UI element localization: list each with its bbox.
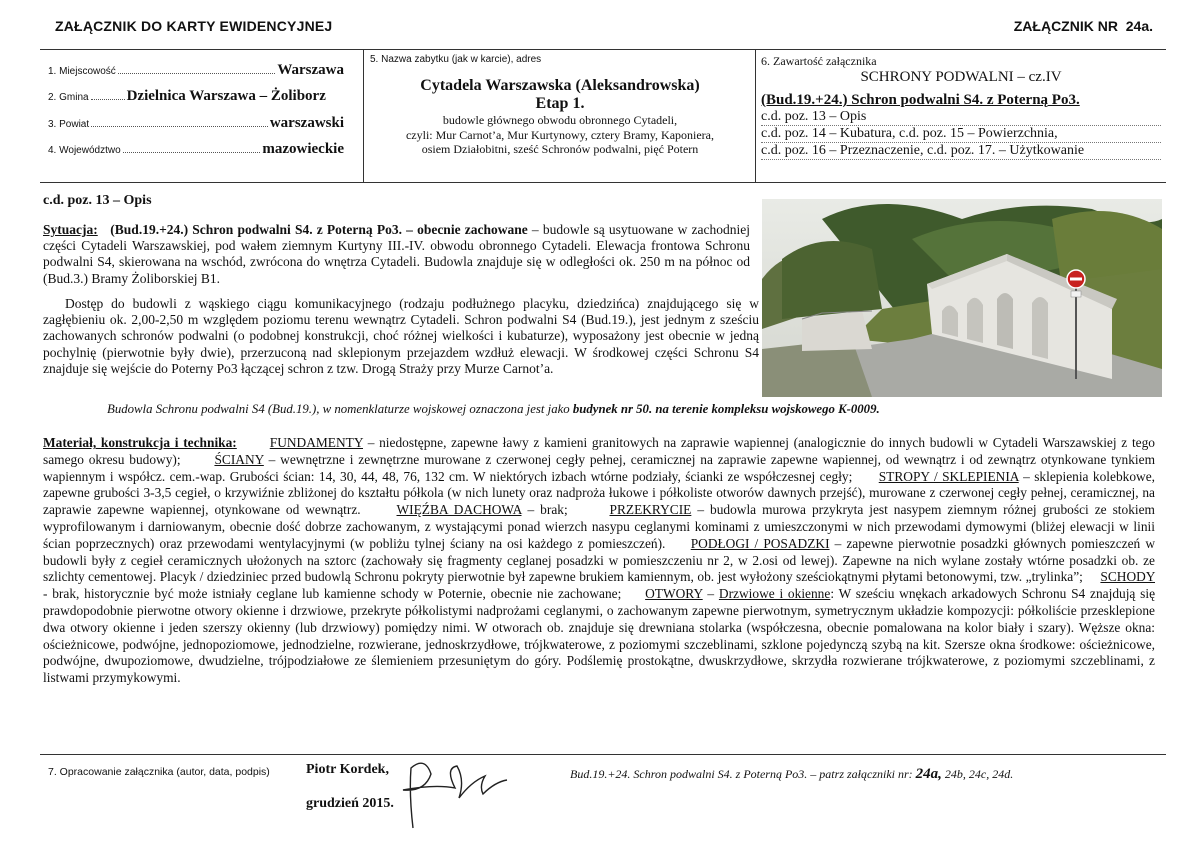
stropy-heading: STROPY / SKLEPIENIA xyxy=(878,468,1019,484)
situation-lead: (Bud.19.+24.) Schron podwalni S4. z Poterną Po3. – obecnie zachowane xyxy=(110,222,528,237)
footer-label: 7. Opracowanie załącznika (autor, data, podpis) xyxy=(48,766,270,778)
field-miejscowosc xyxy=(48,62,344,79)
attachment-number-value: 24a. xyxy=(1125,18,1153,34)
field-wojewodztwo xyxy=(48,141,344,158)
section-subheading: c.d. poz. 13 – Opis xyxy=(43,193,152,208)
situation-paragraph-2 xyxy=(43,296,759,377)
document-title: ZAŁĄCZNIK DO KARTY EWIDENCYJNEJ xyxy=(55,18,333,34)
field-powiat xyxy=(48,115,344,132)
shelter-photo-illustration xyxy=(762,199,1162,397)
signature-icon xyxy=(395,754,525,834)
wiezba-text: – brak; xyxy=(521,502,574,518)
contents-row: c.d. poz. 13 – Opis xyxy=(761,109,1161,126)
field-label: 2. Gmina xyxy=(48,92,89,103)
situation-label: Sytuacja: xyxy=(43,222,98,237)
field-label: 1. Miejscowość xyxy=(48,66,116,77)
material-label: Materiał, konstrukcja i technika: xyxy=(43,435,237,450)
otwory-text: : W sześciu wnękach arkadowych Schronu S4 znajdują się prawdopodobnie pierwotne otwory okienne i drzwiowe, przekryte półkolistymi nadprożami ceglanymi, o zachowanym zapewne pierwotnym, symetrycznym układzie kompozycji: półkoliście przesklepione dwa otwory okienne i jeden szerszy okienny (lub drzwiowy) pomiędzy nimi. W otworach ob. znajduje się drewniana stolarka (współczesna, obecnie pomalowana na kolor biały i szary). Węższe okna: ościeżnicowe, podwójne, jednopoziomowe, jednodzielne, rozwierane, jednoskrzydłowe, trójkwaterowe, z poziomymi szczeblinami, szklone pojedynczą szybą na kit. Szersze okna środkowe: ościeżnicowe, podwójne, dwupoziomowe, dwudzielne, trójpodziałowe ze ślemieniem przesuniętym do góry. Podślemię prostokątne, dwuskrzydłowe, skrzydła rozwierane trójkwaterowe, z poziomymi szczeblinami, z listwami przymykowymi. xyxy=(43,586,1156,686)
monument-desc-line: budowle głównego obwodu obronnego Cytadeli, xyxy=(442,113,678,127)
contents-row: c.d. poz. 14 – Kubatura, c.d. poz. 15 – Powierzchnia, xyxy=(761,126,1161,143)
footer-date: grudzień 2015. xyxy=(306,796,394,811)
material-section: Materiał, konstrukcja i technika: FUNDAMENTY – niedostępne, zapewne ławy z kamieni granitowych na zaprawie wapiennej (analogicznie do innych budowli w Cytadeli Warszawskiej z tego samego okresu budowy); ŚCIANY – wewnętrzne i zewnętrzne murowane z czerwonej cegły pełnej, ceramicznej na zaprawie zapewne wapiennej, od wewnątrz i od zewnątrz otynkowane tynkiem wapiennym i współcz. cem.-wap. Grubości ścian: 14, 30, 44, 48, 76, 132 cm. W niektórych izbach wtórne podziały, ścianki ze współczesnej cegły; STROPY / SKLEPIENIA – sklepienia kolebkowe, zapewne grubości 3-3,5 cegieł, o krzywiźnie zbliżonej do kształtu półkola (w nich lunety oraz nadproża łukowe i półkoliste otworów dawnych przejść), murowane z czerwonej cegły pełnej, ceramicznej, na zaprawie zapewne wapiennej, otynkowane od wewnątrz. WIĘŹBA DACHOWA – brak; PRZEKRYCIE – budowla murowa przykryta jest nasypem ziemnym różnej grubości ze stokiem wyprofilowanym i darniowanym, obecnie dość dobrze zachowanym, z wystającymi ponad wierzch nasypu ceglanymi kominami z umieszczonymi w nich przewodami dymowymi (bliżej elewacji w linii ścian poprzecznych) oraz przewodami wentylacyjnymi (w pobliżu tylnej ściany na osi każdego z pomieszczeń). PODŁOGI / POSADZKI – zapewne pierwotnie posadzki głównych pomieszczeń w budowli były z cegieł ceramicznych ułożonych na sztorc (zachowały się fragmenty ceglanej posadzki w pomieszczeniu nr 2, w 2.osi od lewej). Zapewne na nich wylane zostały wtórne posadzki ob. ze szlichty cementowej. Placyk / dziedziniec przed budowlą Schronu pokryty pierwotnie był zapewne brukiem kamiennym, ob. jest wyłożony sześciokątnymi płytami betonowymi, tzw. „trylinka”; SCHODY - brak, historycznie być może istniały ceglane lub kamienne schody w Poternie, obecnie nie zachowane; OTWORY – Drzwiowe i okienne: W sześciu wnękach arkadowych Schronu S4 znajdują się prawdopodobnie pierwotne otwory okienne i drzwiowe, przekryte półkolistymi nadprożami ceglanymi, o zachowanym zapewne pierwotnym, symetrycznym układzie kompozycji: półkoliście przesklepione dwa otwory okienne i jeden szerszy okienny (lub drzwiowy) pomiędzy nimi. W otworach ob. znajduje się drewniana stolarka (współczesna, obecnie pomalowana na kolor biały i szary). Węższe okna: ościeżnicowe, podwójne, jednopoziomowe, jednodzielne, rozwierane, jednoskrzydłowe, trójkwaterowe, z poziomymi szczeblinami, szklone pojedynczą szybą na kit. Szersze okna środkowe: ościeżnicowe, podwójne, dwupoziomowe, dwudzielne, trójpodziałowe ze ślemieniem przesuniętym do góry. Podślemię prostokątne, dwuskrzydłowe, skrzydła rozwierane trójkwaterowe, z poziomymi szczeblinami, z listwami przymykowymi. xyxy=(43,435,1156,686)
przekrycie-text: – budowla murowa przykryta jest nasypem ziemnym różnej grubości ze stokiem wyprofilowanym i darniowanym, obecnie dość dobrze zachowanym, z wystającymi ponad wierzch nasypu ceglanymi kominami z umieszczonymi w nich przewodami dymowymi (bliżej elewacji w linii ścian poprzecznych) oraz przewodami wentylacyjnymi (w pobliżu tylnej ściany na osi każdego z pomieszczeń). xyxy=(43,502,1155,551)
podlogi-heading: PODŁOGI / POSADZKI xyxy=(690,535,830,551)
building-note-bold: budynek nr 50. na terenie kompleksu wojskowego K-0009. xyxy=(572,402,880,416)
monument-desc-line: czyli: Mur Carnot’a, Mur Kurtynowy, cztery Bramy, Kaponiera, xyxy=(405,127,714,142)
footer-rule xyxy=(40,754,1166,755)
footer-author: Piotr Kordek, xyxy=(306,762,389,777)
stropy-text: – sklepienia kolebkowe, zapewne grubości 3-3,5 cegieł, o krzywiźnie zbliżonej do kształtu półkola (w nich lunety oraz nadproża łukowe i półkoliste otworów dawnych przejść), murowane z czerwonej cegły pełnej, ceramicznej, na zaprawie zapewne wapiennej, otynkowane od wewnątrz. xyxy=(43,468,1155,518)
attachment-label: ZAŁĄCZNIK NR xyxy=(1013,18,1118,34)
schody-heading: SCHODY xyxy=(1100,569,1155,585)
field-value: warszawski xyxy=(269,115,344,131)
info-block-rule xyxy=(40,182,1166,183)
footer-reference-main: 24a, xyxy=(915,766,942,782)
contents-row: c.d. poz. 16 – Przeznaczenie, c.d. poz. 17. – Użytkowanie xyxy=(761,143,1161,160)
field-label: 3. Powiat xyxy=(48,119,90,130)
attachment-number xyxy=(1014,18,1153,34)
monument-section xyxy=(370,54,750,157)
footer-reference-text: Bud.19.+24. Schron podwalni S4. z Poterną Po3. – patrz załączniki nr: xyxy=(570,767,913,781)
monument-title: Cytadela Warszawska (Aleksandrowska) xyxy=(420,77,700,94)
field-gmina xyxy=(48,88,344,105)
fundamenty-text: – niedostępne, zapewne ławy z kamieni granitowych na zaprawie wapiennej (analogicznie do innych budowli w Cytadeli Warszawskiej z tego samego okresu budowy); xyxy=(43,435,1156,467)
fundamenty-heading: FUNDAMENTY xyxy=(269,435,363,450)
situation-paragraph-1 xyxy=(43,222,750,287)
situation-text: – budowle są usytuowane w zachodniej części Cytadeli Warszawskiej, pod wałem ziemnym Kurtyny III.-IV. obwodu obronnego Cytadeli. Elewacja frontowa Schronu podwalni S4, skierowana na wschód, zwrócona do wnętrza Cytadeli. Budowla znajduje się w odległości ok. 250 m na północ od (Bud.3.) Bramy Żoliborskiej B1. xyxy=(43,222,750,286)
header-rule xyxy=(40,49,1166,50)
przekrycie-heading: PRZEKRYCIE xyxy=(609,502,692,518)
field-value: Dzielnica Warszawa – Żoliborz xyxy=(126,88,326,104)
monument-desc-line: osiem Działobitni, sześć Schronów podwalni, pięć Potern xyxy=(421,142,699,156)
monument-stage: Etap 1. xyxy=(535,95,585,112)
field-value: mazowieckie xyxy=(262,141,344,157)
otwory-subheading: Drzwiowe i okienne xyxy=(718,586,831,602)
wiezba-heading: WIĘŹBA DACHOWA xyxy=(396,502,522,518)
schody-text: - brak, historycznie być może istniały ceglane lub kamienne schody w Poternie, obecnie nie zachowane; xyxy=(43,586,627,602)
col-divider-2 xyxy=(755,49,756,182)
footer-reference xyxy=(570,766,1013,783)
building-note xyxy=(43,401,1153,417)
sciany-heading: ŚCIANY xyxy=(214,451,264,467)
podlogi-text: – zapewne pierwotnie posadzki głównych pomieszczeń w budowli były z cegieł ceramicznych ułożonych na sztorc (zachowały się fragmenty ceglanej posadzki w pomieszczeniu nr 2, w 2.osi od lewej). Zapewne na nich wylane zostały wtórne posadzki ob. ze szlichty cementowej. Placyk / dziedziniec przed budowlą Schronu pokryty pierwotnie był zapewne brukiem kamiennym, ob. jest wyłożony sześciokątnymi płytami betonowymi, tzw. „trylinka”; xyxy=(43,535,1155,585)
situation-text-2: Dostęp do budowli z wąskiego ciągu komunikacyjnego (rodzaju podłużnego placyku, dziedzińca) znajdującego się w zagłębieniu ok. 2,00-2,50 m względem poziomu terenu wewnątrz Cytadeli. Schron podwalni S4 (Bud.19.), jest jednym z sześciu zachowanych schronów podwalni (o podobnej konstrukcji, choć różnej wielkości i kubaturze), wyposażony jest obecnie w jedną pochylnię (pierwotnie były dwie), przerzuconą nad sklepionym przejazdem wzdłuż elewacji. W środkowej części Schronu S4 znajduje się wejście do Poterny Po3 łączącej schron z tzw. Drogą Straży przy Murze Carnot’a. xyxy=(43,296,759,376)
contents-title: SCHRONY PODWALNI – cz.IV xyxy=(860,69,1062,85)
col-divider-1 xyxy=(363,49,364,182)
contents-label: 6. Zawartość załącznika xyxy=(761,54,877,68)
fortification-photo xyxy=(762,199,1162,397)
field-label: 4. Województwo xyxy=(48,145,121,156)
monument-label: 5. Nazwa zabytku (jak w karcie), adres xyxy=(370,54,542,65)
sciany-text: – wewnętrzne i zewnętrzne murowane z czerwonej cegły pełnej, ceramicznej na zaprawie zapewne wapiennej, od wewnątrz i od zewnątrz otynkowane tynkiem wapiennym i współcz. cem.-wap. Grubości ścian: 14, 30, 44, 48, 76, 132 cm. W niektórych izbach wtórne podziały, ścianki ze współczesnej cegły; xyxy=(43,451,1155,484)
contents-heading: (Bud.19.+24.) Schron podwalni S4. z Poterną Po3. xyxy=(761,92,1080,108)
contents-section xyxy=(761,54,1161,160)
otwory-heading: OTWORY xyxy=(645,586,703,602)
building-note-italic: Budowla Schronu podwalni S4 (Bud.19.), w nomenklaturze wojskowej oznaczona jest jako xyxy=(107,402,573,416)
field-value: Warszawa xyxy=(277,62,344,78)
footer-reference-others: 24b, 24c, 24d. xyxy=(944,767,1014,781)
